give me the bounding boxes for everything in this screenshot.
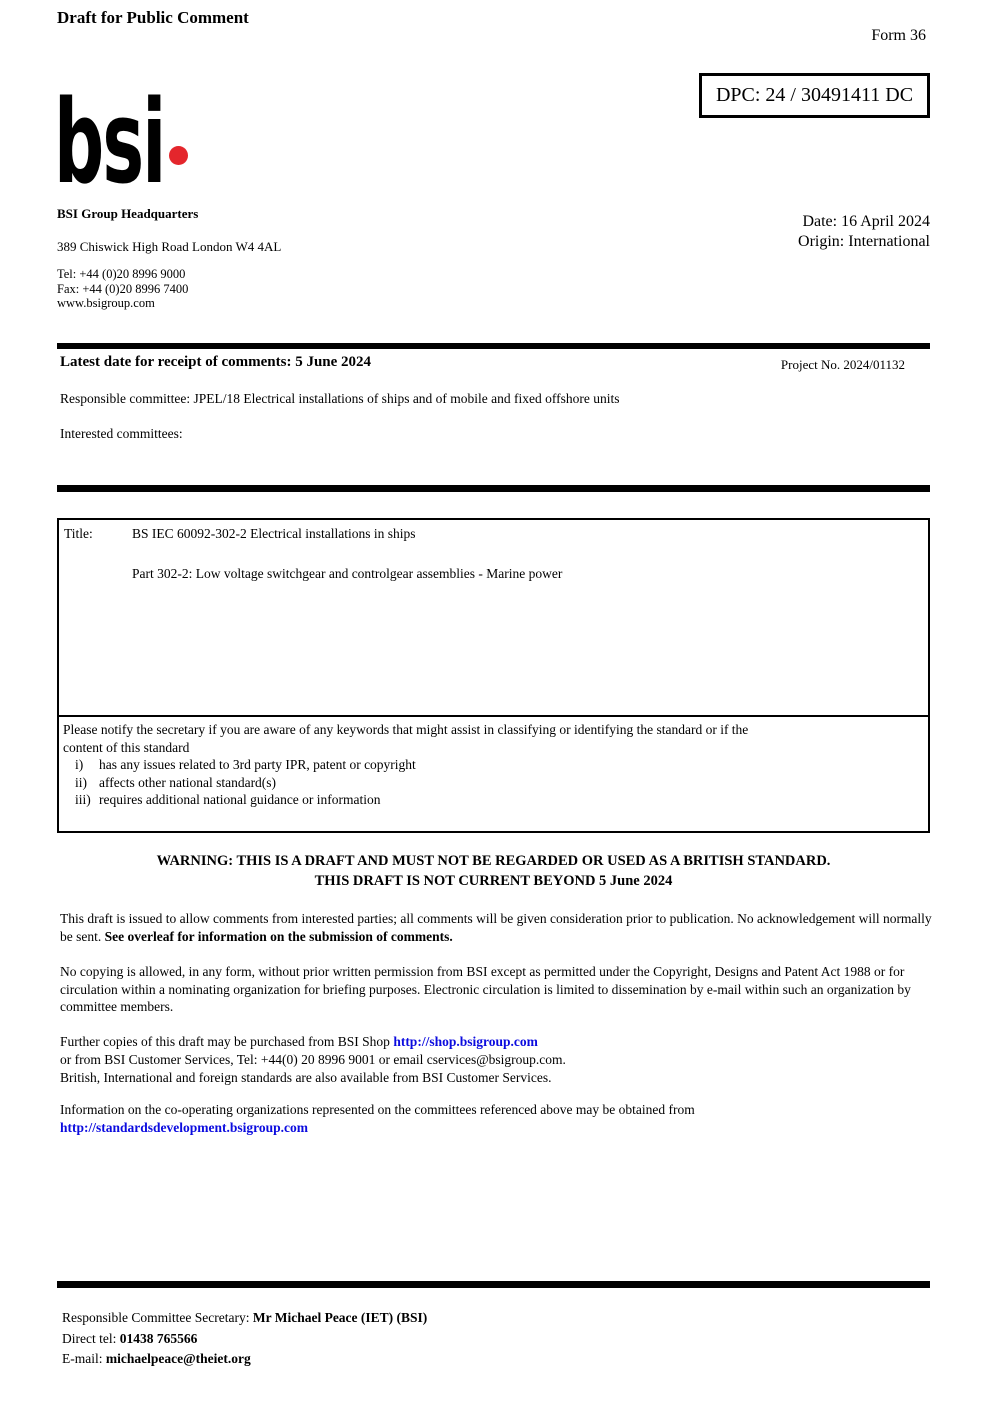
notify-item [63,791,920,809]
date-line: Date: 16 April 2024 [802,213,930,230]
notify-item-number: iii) [75,792,91,807]
paragraph-draft-issued-text: This draft is issued to allow comments from interested parties; all comments will be given consideration prior to publication. No acknowledgement will normally be sent. [60,911,932,944]
paragraph-no-copying: No copying is allowed, in any form, without prior written permission from BSI except as permitted under the Copyright, Designs and Patent Act 1988 or for circulation within a nominating organization for briefing purposes. Electronic circulation is limited to dissemination by e-mail within such an organization by committee members. [60,964,911,1014]
origin-line: Origin: International [798,233,930,250]
notify-item-number: ii) [75,774,87,790]
warning-line1: WARNING: THIS IS A DRAFT AND MUST NOT BE REGARDED OR USED AS A BRITISH STANDARD. [156,853,831,869]
email-line [62,1349,427,1370]
notify-item-text: requires additional national guidance or information [99,792,381,807]
hq-address: 389 Chiswick High Road London W4 4AL [57,239,282,254]
see-overleaf-note: See overleaf for information on the submission of comments. [104,928,453,944]
title-box [57,518,930,717]
secretary-line [62,1308,427,1329]
keywords-notify-box [57,715,930,833]
email-label: E-mail: [62,1351,106,1366]
customer-services-line: or from BSI Customer Services, Tel: +44(0) 20 8996 9001 or email cservices@bsigroup.com. [60,1052,566,1067]
draft-for-public-comment-label: Draft for Public Comment [57,8,249,27]
dpc-number-box [699,73,930,118]
warning-line2: THIS DRAFT IS NOT CURRENT BEYOND 5 June 2024 [314,873,673,889]
notify-item [63,756,920,774]
cooperating-orgs-text: Information on the co-operating organizations represented on the committees referenced above may be obtained from [60,1102,695,1117]
standard-title-line1: BS IEC 60092-302-2 Electrical installations in ships [132,526,416,541]
divider-top [57,343,930,349]
notify-item-number: i) [75,757,84,772]
notify-item [63,774,920,792]
bsi-shop-link[interactable]: http://shop.bsigroup.com [393,1034,538,1049]
notify-item-text: has any issues related to 3rd party IPR, patent or copyright [99,757,416,772]
paragraph-draft-issued [60,910,932,945]
interested-committees-line: Interested committees: [60,426,183,441]
secretary-label: Responsible Committee Secretary: [62,1310,253,1325]
hq-website: www.bsigroup.com [57,296,155,310]
notify-intro-line1: Please notify the secretary if you are aware of any keywords that might assist in classifying or identifying the standard or if the [63,722,749,737]
divider-bottom [57,1281,930,1288]
direct-tel-line [62,1329,427,1350]
direct-tel-label: Direct tel: [62,1330,120,1346]
paragraph-further-copies [60,1033,932,1087]
paragraph-cooperating-orgs [60,1101,932,1137]
british-international-line: British, International and foreign standards are also available from BSI Customer Services. [60,1070,552,1085]
date-origin-block [798,212,930,252]
direct-tel-value: 01438 765566 [119,1330,198,1346]
hq-fax: Fax: +44 (0)20 8996 7400 [57,281,189,296]
dpc-number: DPC: 24 / 30491411 DC [715,84,914,106]
footer-contact-block [62,1308,427,1370]
secretary-name: Mr Michael Peace (IET) (BSI) [252,1310,428,1325]
further-copies-text: Further copies of this draft may be purchased from BSI Shop [60,1034,394,1049]
divider-middle [57,485,930,492]
warning-block [57,851,930,891]
responsible-committee-line: Responsible committee: JPEL/18 Electrical installations of ships and of mobile and fixed offshore units [60,391,620,406]
notify-item-text: affects other national standard(s) [99,774,277,790]
hq-contact-block [57,267,188,311]
standards-development-link[interactable]: http://standardsdevelopment.bsigroup.com [60,1120,309,1135]
form-number: Form 36 [871,27,926,44]
title-label: Title: [64,526,93,541]
hq-tel: Tel: +44 (0)20 8996 9000 [57,267,186,281]
standard-title-line2: Part 302-2: Low voltage switchgear and controlgear assemblies - Marine power [132,566,563,581]
latest-date-heading: Latest date for receipt of comments: 5 June 2024 [60,354,372,370]
bsi-logo-red-dot-icon [169,146,188,165]
bsi-logo: bsi [54,76,165,210]
notify-intro-line2: content of this standard [63,739,190,755]
hq-title: BSI Group Headquarters [57,206,199,221]
email-value: michaelpeace@theiet.org [105,1351,251,1366]
project-number: Project No. 2024/01132 [780,357,905,372]
